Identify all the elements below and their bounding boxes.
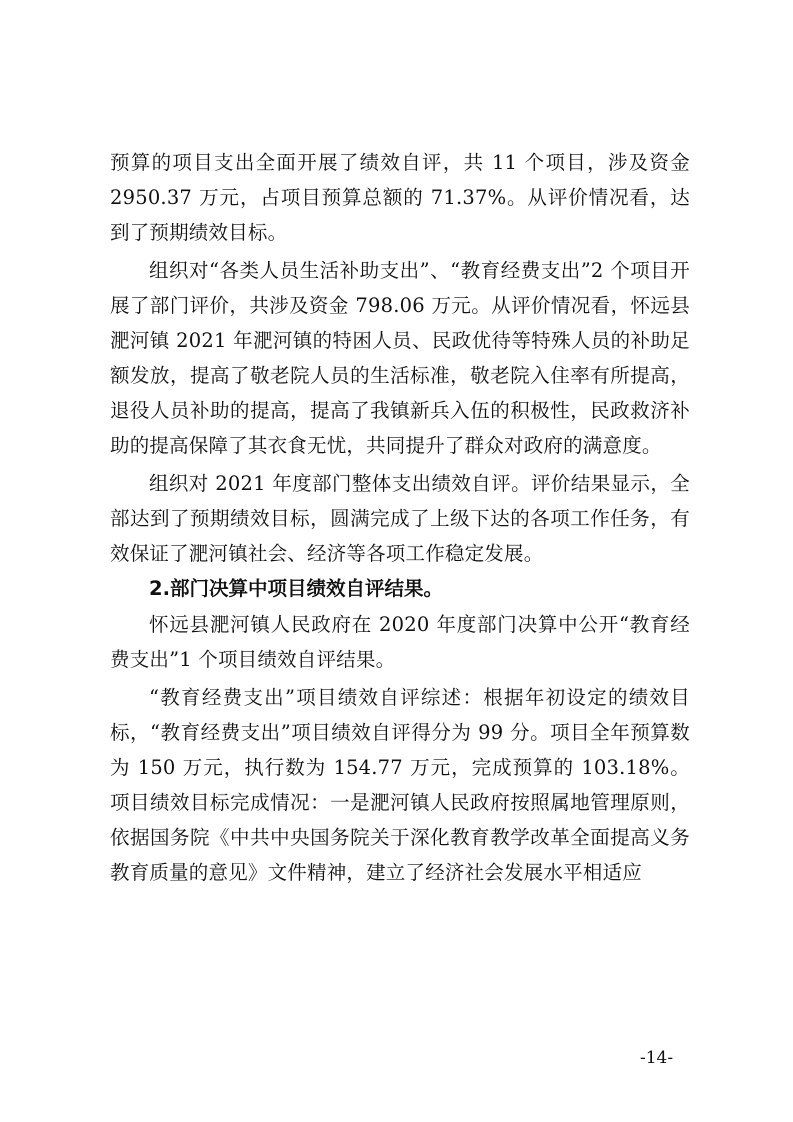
paragraph-education-project-summary: “教育经费支出”项目绩效自评综述：根据年初设定的绩效目标，“教育经费支出”项目绩效自评得分为 99 分。项目全年预算数为 150 万元，执行数为 154.77 万元，完成预算的 103.18%。项目绩效目标完成情况：一是淝河镇人民政府按照属地管理原则，依据国务院《中共中央国务院关于深化教育教学改革全面提高义务教育质量的意见》文件精神，建立了经济社会发展水平相适应 (110, 686, 690, 884)
page-number: -14- (640, 1048, 674, 1068)
paragraph-department-evaluation: 组织对“各类人员生活补助支出”、“教育经费支出”2 个项目开展了部门评价，共涉及资金 798.06 万元。从评价情况看，怀远县淝河镇 2021 年淝河镇的特困人员、民政优待等特殊人员的补助足额发放，提高了敬老院人员的生活标准，敬老院入住率有所提高，退役人员补助的提高，提高了我镇新兵入伍的积极性，民政救济补助的提高保障了其衣食无忧，共同提升了群众对政府的满意度。 (110, 259, 690, 457)
body-text (110, 145, 690, 890)
paragraph-overall-self-evaluation: 组织对 2021 年度部门整体支出绩效自评。评价结果显示，全部达到了预期绩效目标，圆满完成了上级下达的各项工作任务，有效保证了淝河镇社会、经济等各项工作稳定发展。 (110, 472, 690, 565)
paragraph-continued: 预算的项目支出全面开展了绩效自评，共 11 个项目，涉及资金2950.37 万元，占项目预算总额的 71.37%。从评价情况看，达到了预期绩效目标。 (110, 151, 690, 244)
section-heading: 2.部门决算中项目绩效自评结果。 (149, 577, 443, 600)
paragraph-final-accounts: 怀远县淝河镇人民政府在 2020 年度部门决算中公开“教育经费支出”1 个项目绩效自评结果。 (110, 613, 690, 671)
